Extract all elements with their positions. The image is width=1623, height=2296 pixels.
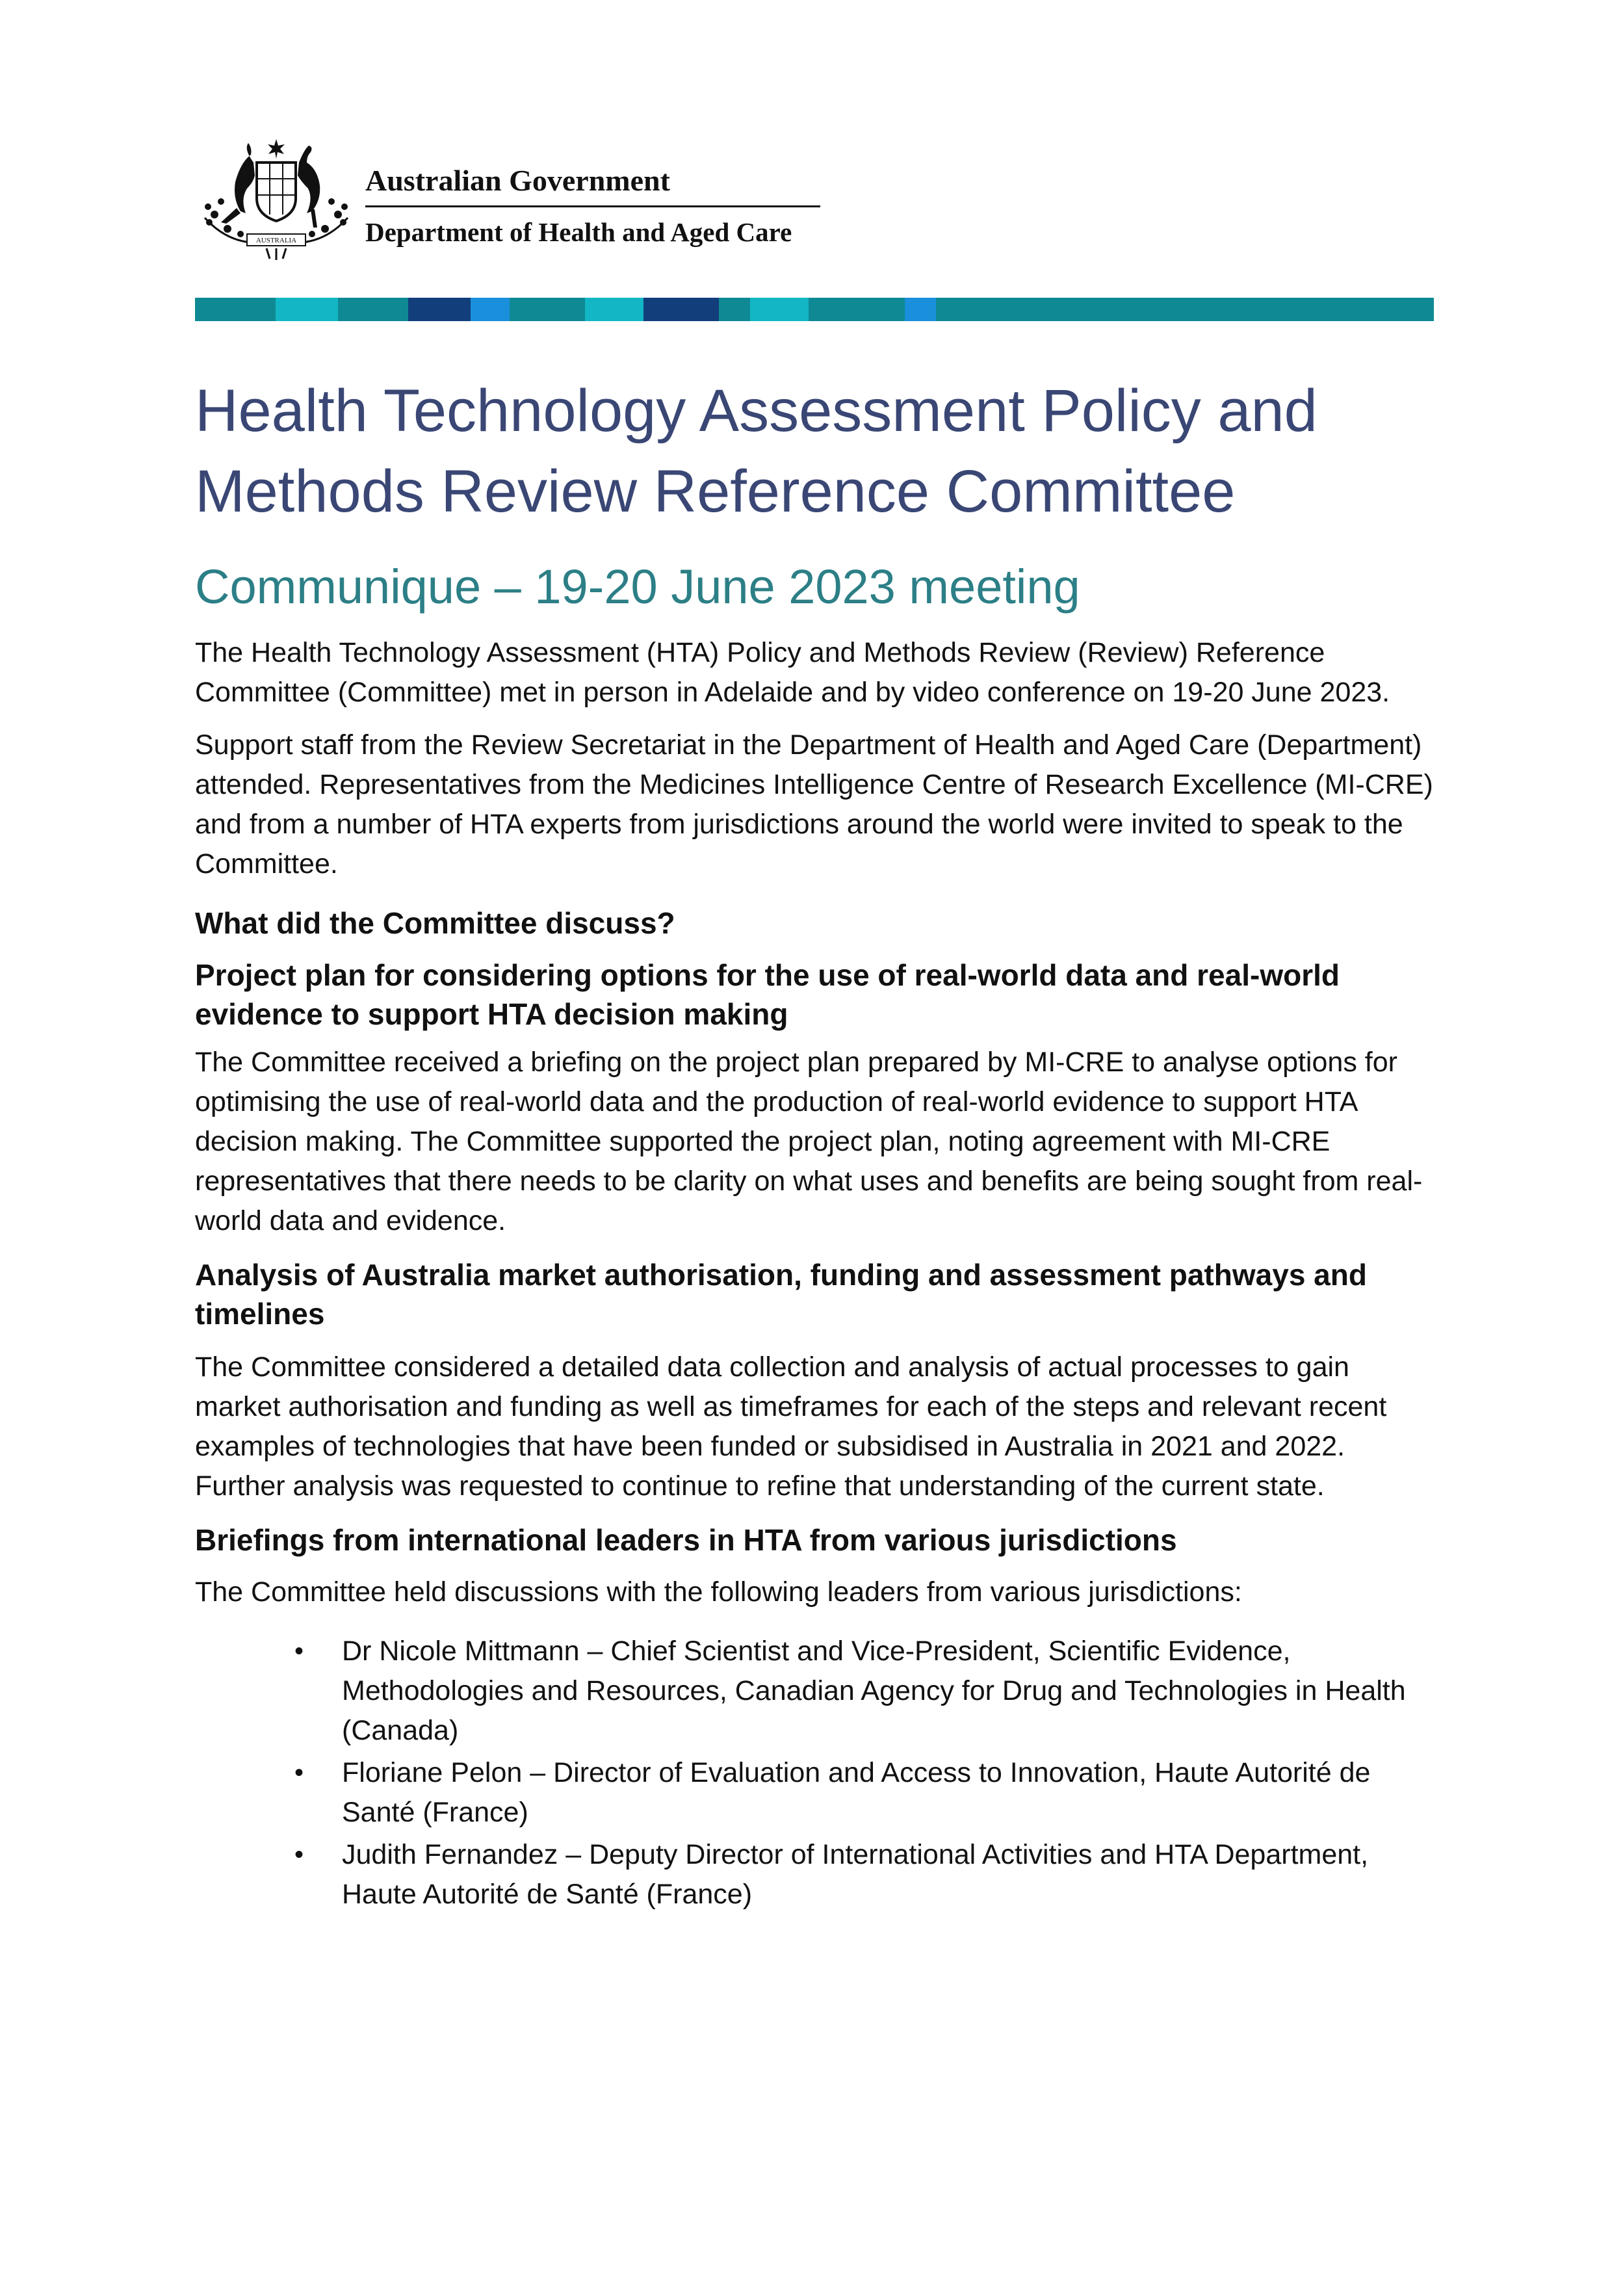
band-segment bbox=[338, 298, 408, 321]
leader-entry: Dr Nicole Mittmann – Chief Scientist and Vice-President, Scientific Evidence, Methodologies and Resources, Canadian Agency for Drug and Technologies in Health (Canada) bbox=[342, 1636, 1406, 1746]
australian-coat-of-arms-icon bbox=[195, 137, 357, 260]
department-name: Department of Health and Aged Care bbox=[365, 217, 792, 247]
discussion-heading: What did the Committee discuss? bbox=[195, 906, 675, 940]
band-segment bbox=[408, 298, 471, 321]
list-item bbox=[294, 1835, 1434, 1914]
section-heading-real-world-data: Project plan for considering options for the use of real-world data and real-world evidence to support HTA decision making bbox=[195, 958, 1340, 1031]
intro-paragraph: The Health Technology Assessment (HTA) Policy and Methods Review (Review) Reference Committee (Committee) met in person in Adelaide and by video conference on 19-20 June 2023. bbox=[195, 637, 1390, 708]
section-body-market-authorisation: The Committee considered a detailed data collection and analysis of actual processes to gain market authorisation and funding as well as timeframes for each of the steps and relevant recent examples of technologies that have been funded or subsidised in Australia in 2021 and 2022. Further analysis was requested to continue to refine that understanding of the current state. bbox=[195, 1351, 1387, 1502]
band-segment bbox=[510, 298, 585, 321]
section-heading-market-authorisation: Analysis of Australia market authorisation, funding and assessment pathways and timelines bbox=[195, 1258, 1367, 1331]
band-segment bbox=[936, 298, 1434, 321]
band-segment bbox=[276, 298, 338, 321]
leaders-list bbox=[195, 1632, 1434, 1914]
government-name: Australian Government bbox=[365, 164, 670, 197]
intro-paragraph: Support staff from the Review Secretariat in the Department of Health and Aged Care (Department) attended. Representatives from the Medicines Intelligence Centre of Research Excellence (MI-CRE) and from a number of HTA experts from jurisdictions around the world were invited to speak to the Committee. bbox=[195, 729, 1433, 880]
document-body bbox=[195, 371, 1434, 1917]
section-body-real-world-data: The Committee received a briefing on the project plan prepared by MI-CRE to analyse options for optimising the use of real-world data and the production of real-world evidence to support HTA decision making. The Committee supported the project plan, noting agreement with MI-CRE representatives that there needs to be clarity on what uses and benefits are being sought from real-world data and evidence. bbox=[195, 1047, 1423, 1236]
section-body-international-leaders: The Committee held discussions with the following leaders from various jurisdictions: bbox=[195, 1576, 1242, 1608]
list-item bbox=[294, 1753, 1434, 1833]
band-segment bbox=[195, 298, 276, 321]
government-wordmark bbox=[365, 164, 827, 248]
wordmark-divider bbox=[365, 205, 820, 207]
band-segment bbox=[905, 298, 936, 321]
leader-entry: Floriane Pelon – Director of Evaluation and Access to Innovation, Haute Autorité de Santé (France) bbox=[342, 1757, 1371, 1828]
government-logo bbox=[195, 137, 832, 260]
bullet-icon: • bbox=[294, 1637, 304, 1665]
header-color-band bbox=[195, 298, 1434, 321]
band-segment bbox=[719, 298, 750, 321]
section-heading-international-leaders: Briefings from international leaders in HTA from various jurisdictions bbox=[195, 1523, 1177, 1557]
band-segment bbox=[750, 298, 809, 321]
document-title: Health Technology Assessment Policy and Methods Review Reference Committee bbox=[195, 378, 1318, 525]
bullet-icon: • bbox=[294, 1758, 304, 1787]
document-subtitle: Communique – 19-20 June 2023 meeting bbox=[195, 560, 1080, 614]
band-segment bbox=[809, 298, 905, 321]
list-item bbox=[294, 1632, 1434, 1751]
crest-scroll-text: AUSTRALIA bbox=[255, 237, 297, 244]
bullet-icon: • bbox=[294, 1840, 304, 1869]
band-segment bbox=[643, 298, 719, 321]
band-segment bbox=[585, 298, 643, 321]
leader-entry: Judith Fernandez – Deputy Director of International Activities and HTA Department, Haute Autorité de Santé (France) bbox=[342, 1839, 1369, 1910]
band-segment bbox=[471, 298, 510, 321]
